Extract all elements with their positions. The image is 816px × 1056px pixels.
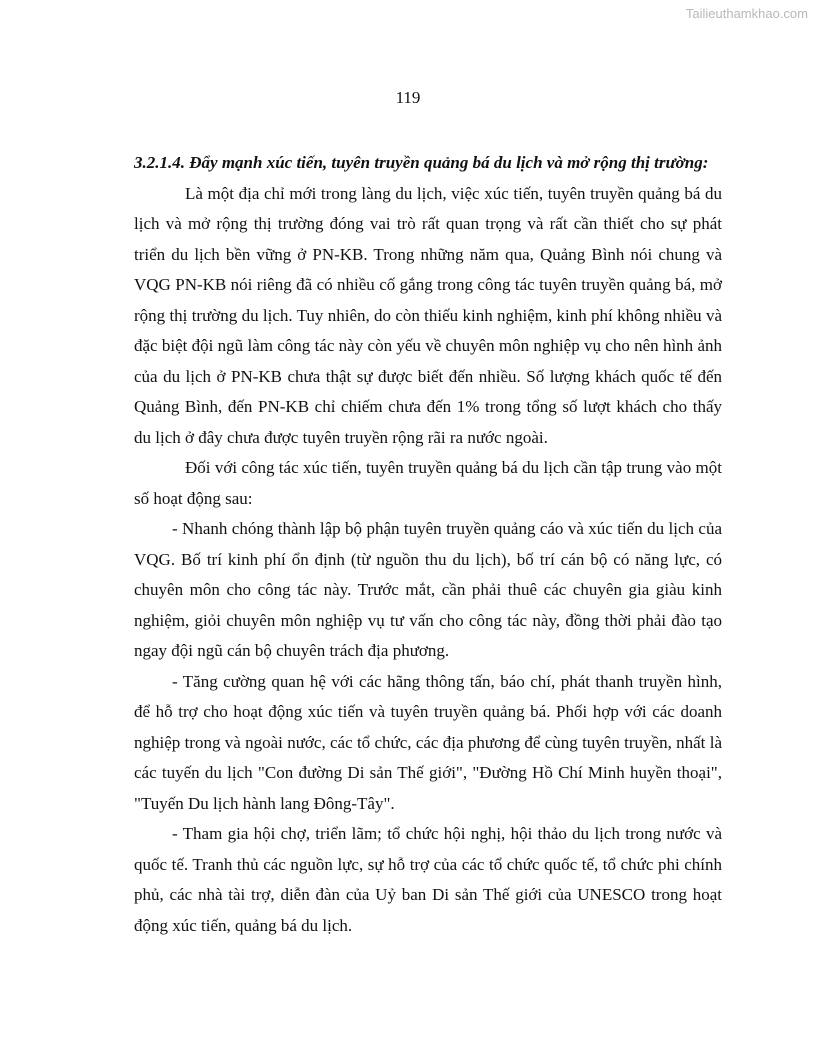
document-body [134, 148, 722, 941]
paragraph: Đối với công tác xúc tiến, tuyên truyền quảng bá du lịch cần tập trung vào một số hoạt động sau: [134, 458, 722, 508]
list-item: - Tăng cường quan hệ với các hãng thông tấn, báo chí, phát thanh truyền hình, để hỗ trợ cho hoạt động xúc tiến và tuyên truyền quảng bá. Phối hợp với các doanh nghiệp trong và ngoài nước, các tổ chức, các địa phương để cùng tuyên truyền, nhất là các tuyến du lịch "Con đường Di sản Thế giới", "Đường Hồ Chí Minh huyền thoại", "Tuyến Du lịch hành lang Đông-Tây". [134, 671, 722, 813]
list-item: - Nhanh chóng thành lập bộ phận tuyên truyền quảng cáo và xúc tiến du lịch của VQG. Bố trí kinh phí ổn định (từ nguồn thu du lịch), bố trí cán bộ có năng lực, có chuyên môn cho công tác này. Trước mắt, cần phải thuê các chuyên gia giàu kinh nghiệm, giỏi chuyên môn nghiệp vụ tư vấn cho công tác này, đồng thời phải đào tạo ngay đội ngũ cán bộ chuyên trách địa phương. [134, 519, 722, 660]
watermark: Tailieuthamkhao.com [685, 6, 808, 21]
section-heading: 3.2.1.4. Đẩy mạnh xúc tiến, tuyên truyền quảng bá du lịch và mở rộng thị trường: [134, 153, 709, 172]
paragraph: Là một địa chỉ mới trong làng du lịch, việc xúc tiến, tuyên truyền quảng bá du lịch và mở rộng thị trường đóng vai trò rất quan trọng và rất cần thiết cho sự phát triển du lịch bền vững ở PN-KB. Trong những năm qua, Quảng Bình nói chung và VQG PN-KB nói riêng đã có nhiều cố gắng trong công tác tuyên truyền quảng bá, mở rộng thị trường du lịch. Tuy nhiên, do còn thiếu kinh nghiệm, kinh phí không nhiều và đặc biệt đội ngũ làm công tác này còn yếu về chuyên môn nghiệp vụ cho nên hình ảnh của du lịch ở PN-KB chưa thật sự được biết đến nhiều. Số lượng khách quốc tế đến Quảng Bình, đến PN-KB chỉ chiếm chưa đến 1% trong tổng số lượt khách cho thấy du lịch ở đây chưa được tuyên truyền rộng rãi ra nước ngoài. [134, 183, 722, 447]
list-item: - Tham gia hội chợ, triển lãm; tổ chức hội nghị, hội thảo du lịch trong nước và quốc tế. Tranh thủ các nguồn lực, sự hỗ trợ của các tổ chức quốc tế, tổ chức phi chính phủ, các nhà tài trợ, diễn đàn của Uỷ ban Di sản Thế giới của UNESCO trong hoạt động xúc tiến, quảng bá du lịch. [134, 824, 722, 935]
page-number: 119 [395, 88, 421, 107]
